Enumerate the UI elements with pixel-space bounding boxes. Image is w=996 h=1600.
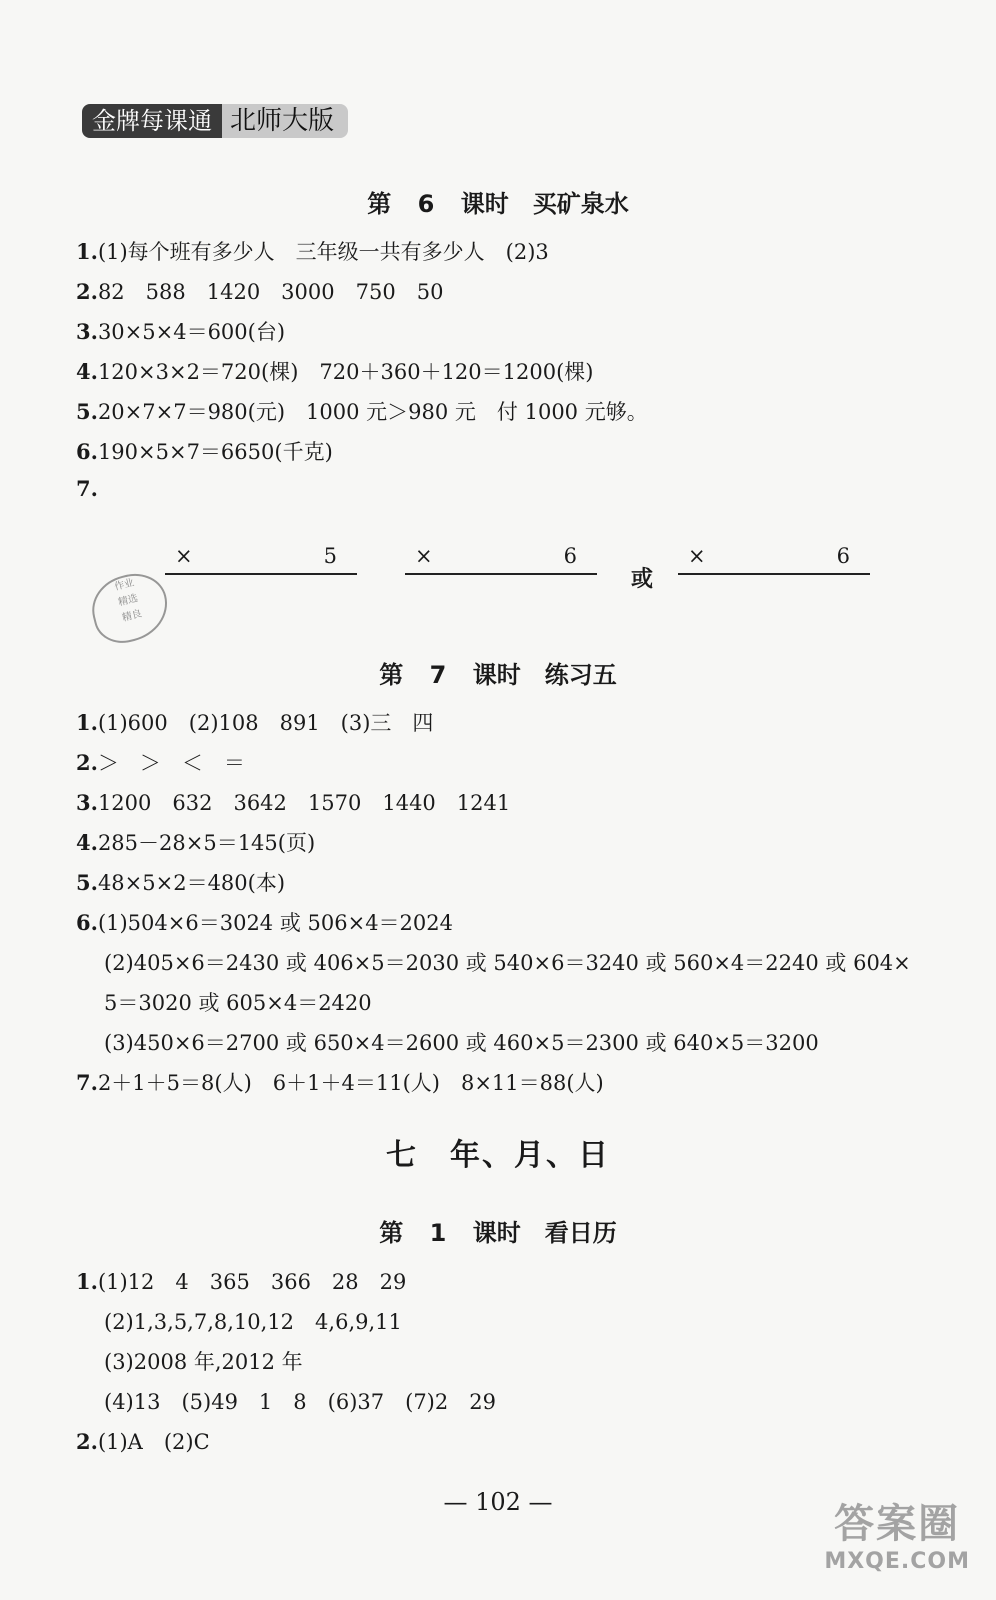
answer-text: 48×5×2＝480(本) [97,871,286,895]
question-number: 5. [76,399,98,424]
answer-text: (3)2008 年,2012 年 [104,1350,303,1374]
multiplier-digit: 5 [323,544,337,568]
answer-text: 2＋1＋5＝8(人) 6＋1＋4＝11(人) 8×11＝88(人) [97,1071,604,1095]
multiplier-row [688,544,850,568]
page-number: — 102 — [443,1488,553,1516]
question-number: 1. [76,710,98,735]
multiplier-digit: 6 [836,544,850,568]
question-number: 1. [76,1269,98,1294]
question-number: 1. [76,239,98,264]
brand-label: 金牌每课通 [82,104,222,138]
question-number: 6. [76,439,98,464]
question-number: 4. [76,359,98,384]
answer-line [76,396,648,426]
answer-line [76,707,433,737]
answer-text: (2)1,3,5,7,8,10,12 4,6,9,11 [104,1310,402,1334]
question-number: 4. [76,830,98,855]
answer-line [76,787,510,817]
answer-text: 82 588 1420 3000 750 50 [97,280,444,304]
answer-line [104,1306,402,1336]
answer-line [76,827,315,857]
multiplier-digit: 6 [563,544,577,568]
answer-text: (1)A (2)C [97,1430,210,1454]
multiplier-row [415,544,577,568]
question-number: 2. [76,1429,98,1454]
answer-text: 20×7×7＝980(元) 1000 元＞980 元 付 1000 元够。 [97,400,648,424]
answer-line [76,747,245,777]
answer-line [104,947,911,977]
answer-text: (3)450×6＝2700 或 650×4＝2600 或 460×5＝2300 或 640×5＝3200 [104,1031,819,1055]
times-sign: × [175,544,193,568]
series-badge [82,104,348,138]
times-sign: × [415,544,433,568]
answer-text: (1)504×6＝3024 或 506×4＝2024 [97,911,453,935]
chapter-title: 七 年、月、日 [386,1138,610,1173]
answer-text: 285－28×5＝145(页) [97,831,316,855]
question-number: 3. [76,319,98,344]
answer-line [76,276,443,306]
times-sign: × [688,544,706,568]
stamp-seal: 作业 精选 精良 [85,567,175,649]
answer-text: 1200 632 3642 1570 1440 1241 [97,791,511,815]
question-number: 6. [76,910,98,935]
answer-text: ＞ ＞ ＜ ＝ [97,751,245,775]
product-line [678,573,870,575]
edition-label: 北师大版 [222,104,348,138]
multiplier-row [175,544,337,568]
answer-line [76,1067,604,1097]
answer-text: 190×5×7＝6650(千克) [97,440,333,464]
question-number: 5. [76,870,98,895]
question-number: 2. [76,279,98,304]
answer-line [76,236,549,266]
answer-text: 5＝3020 或 605×4＝2420 [104,991,372,1015]
question-number: 3. [76,790,98,815]
answer-line [104,987,372,1017]
answer-text: (1)600 (2)108 891 (3)三 四 [97,711,434,735]
answer-line [76,907,453,937]
question-number: 7. [76,1070,98,1095]
lesson-1-title: 第 1 课时 看日历 [379,1219,617,1247]
question-number: 7. [76,476,98,501]
question-number: 2. [76,750,98,775]
lesson-7-title: 第 7 课时 练习五 [379,661,617,689]
answer-text: (1)12 4 365 366 28 29 [97,1270,407,1294]
answer-line [104,1346,303,1376]
answer-line [76,1266,406,1296]
answer-text: (2)405×6＝2430 或 406×5＝2030 或 540×6＝3240 或 560×4＝2240 或 604× [104,951,911,975]
answer-text: 30×5×4＝600(台) [97,320,286,344]
answer-text: (1)每个班有多少人 三年级一共有多少人 (2)3 [97,240,549,264]
answer-line [76,356,593,386]
answer-text: 120×3×2＝720(棵) 720＋360＋120＝1200(棵) [97,360,594,384]
answer-line [104,1386,496,1416]
product-line [165,573,357,575]
watermark: 答案圈 MXQE.COM [824,1501,970,1574]
product-line [405,573,597,575]
answer-line [76,1426,210,1456]
lesson-6-title: 第 6 课时 买矿泉水 [367,190,629,218]
answer-text: (4)13 (5)49 1 8 (6)37 (7)2 29 [104,1390,496,1414]
answer-line [76,316,285,346]
answer-line [76,867,285,897]
answer-line [104,1027,819,1057]
answer-line [76,436,333,466]
or-word: 或 [631,567,654,592]
answer-line [76,476,98,501]
